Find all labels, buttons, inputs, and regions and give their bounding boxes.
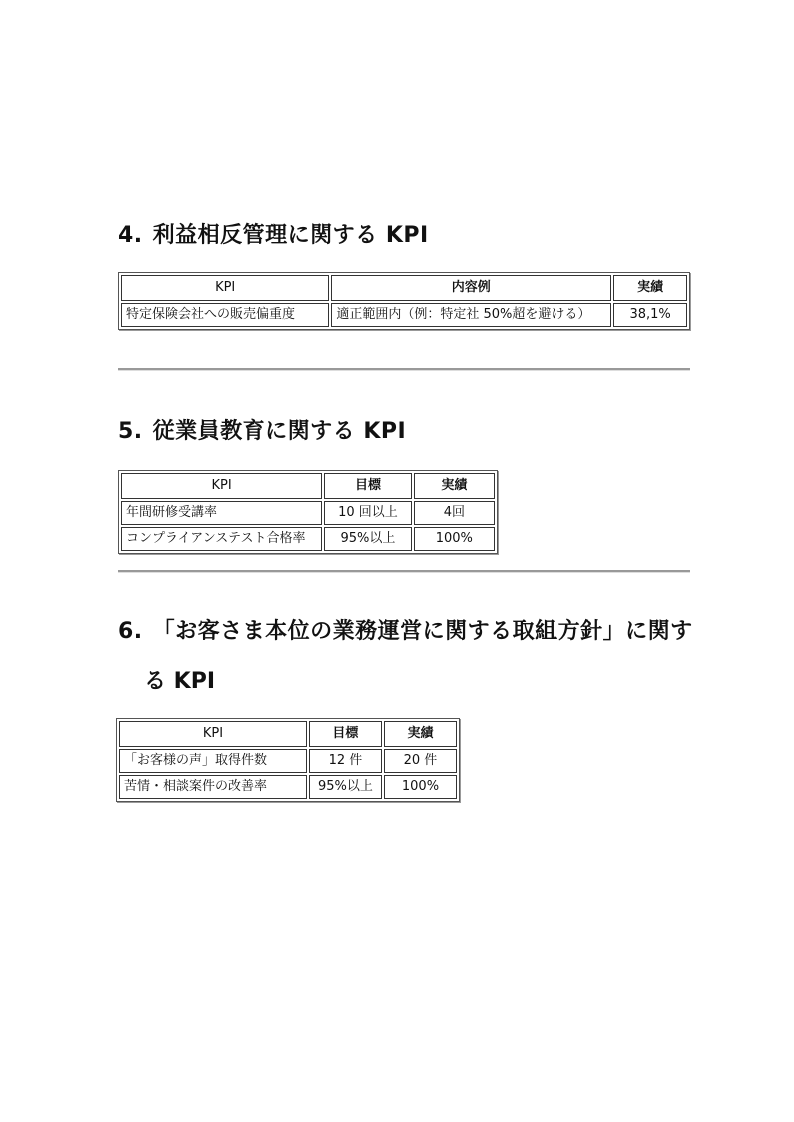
section-5-title xyxy=(118,414,406,445)
section-6-number: 6. xyxy=(118,619,143,644)
kpi-cell: 年間研修受講率 xyxy=(121,501,322,525)
section-5-number: 5. xyxy=(118,419,143,444)
kpi-cell: 苦情・相談案件の改善率 xyxy=(119,775,307,799)
table-header-row xyxy=(121,473,495,499)
header-kpi: KPI xyxy=(121,473,322,499)
header-kpi: KPI xyxy=(121,275,329,301)
kpi-cell: 特定保険会社への販売偏重度 xyxy=(121,303,329,327)
table-row xyxy=(119,775,457,799)
conflict-of-interest-kpi-table xyxy=(118,272,690,330)
header-target: 目標 xyxy=(324,473,411,499)
result-cell: 20 件 xyxy=(384,749,457,773)
header-kpi: KPI xyxy=(119,721,307,747)
table-row xyxy=(121,303,687,327)
content-example-cell: 適正範囲内（例：特定社 50%超を避ける） xyxy=(331,303,611,327)
section-4-title-text: 利益相反管理に関する KPI xyxy=(152,223,429,248)
section-4-number: 4. xyxy=(118,223,143,248)
table-row xyxy=(119,749,457,773)
section-4-title xyxy=(118,218,429,249)
result-cell: 4回 xyxy=(414,501,495,525)
target-cell: 10 回以上 xyxy=(324,501,411,525)
result-cell: 100% xyxy=(384,775,457,799)
section-divider xyxy=(118,570,690,573)
section-divider xyxy=(118,368,690,371)
section-6-title xyxy=(118,614,693,645)
header-target: 目標 xyxy=(309,721,382,747)
target-cell: 12 件 xyxy=(309,749,382,773)
section-6-title-continued: る KPI xyxy=(144,669,216,694)
result-cell: 38,1% xyxy=(613,303,687,327)
kpi-cell: 「お客様の声」取得件数 xyxy=(119,749,307,773)
employee-training-kpi-table xyxy=(118,470,498,554)
header-content-example: 内容例 xyxy=(331,275,611,301)
result-cell: 100% xyxy=(414,527,495,551)
table-row xyxy=(121,527,495,551)
target-cell: 95%以上 xyxy=(324,527,411,551)
header-result: 実績 xyxy=(613,275,687,301)
customer-first-kpi-table xyxy=(116,718,460,802)
table-header-row xyxy=(121,275,687,301)
section-6-title-text: 「お客さま本位の業務運営に関する取組方針」に関す xyxy=(152,619,693,644)
target-cell: 95%以上 xyxy=(309,775,382,799)
section-5-title-text: 従業員教育に関する KPI xyxy=(152,419,407,444)
table-header-row xyxy=(119,721,457,747)
header-result: 実績 xyxy=(384,721,457,747)
header-result: 実績 xyxy=(414,473,495,499)
table-row xyxy=(121,501,495,525)
kpi-cell: コンプライアンステスト合格率 xyxy=(121,527,322,551)
